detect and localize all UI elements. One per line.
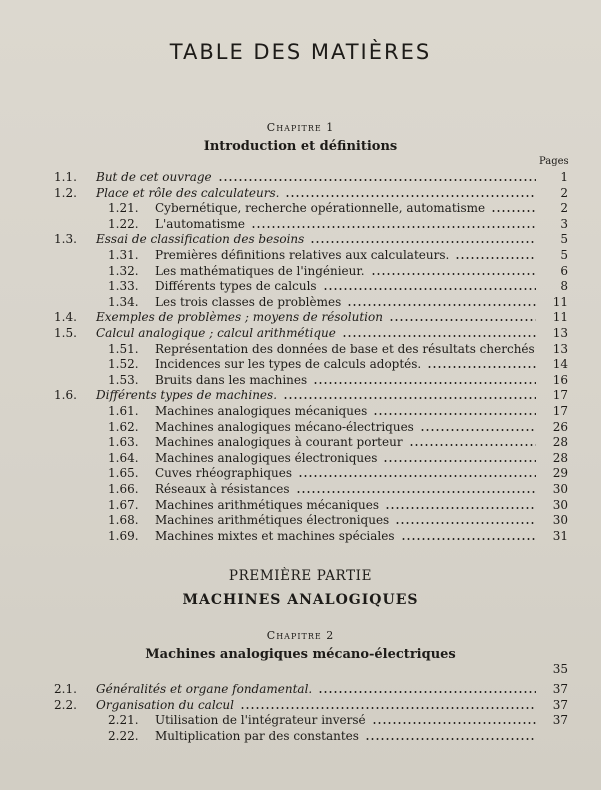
dot-leader <box>342 335 536 337</box>
dot-leader <box>420 429 536 431</box>
toc-entry-page: 3 <box>560 216 568 231</box>
part1-title: MACHINES ANALOGIQUES <box>182 592 419 608</box>
toc-entry <box>0 698 601 713</box>
toc-entry-title: Exemples de problèmes ; moyens de résolution <box>96 310 383 325</box>
chapter1-label: Chapitre 1 <box>266 121 335 134</box>
toc-entry <box>0 248 601 263</box>
dot-leader <box>455 257 536 259</box>
toc-entry-number: 1.65. <box>108 466 139 481</box>
dot-leader <box>365 738 536 740</box>
toc-entry <box>0 482 601 497</box>
toc-entry-page: 11 <box>552 310 568 325</box>
dot-leader <box>395 522 536 524</box>
dot-leader <box>373 413 536 415</box>
dot-leader <box>371 273 536 275</box>
toc-entry-page: 13 <box>552 326 568 340</box>
toc-entry-page: 14 <box>552 357 568 372</box>
toc-entry <box>0 186 601 201</box>
toc-entry-title: Incidences sur les types de calculs adoptés. <box>155 357 422 372</box>
toc-entry-page: 13 <box>552 341 568 356</box>
toc-entry <box>0 729 601 744</box>
dot-leader <box>310 241 536 243</box>
dot-leader <box>313 382 536 384</box>
toc-entry <box>0 713 601 728</box>
toc-entry-page: 30 <box>552 513 568 528</box>
toc-entry-page: 37 <box>552 697 568 712</box>
toc-entry-title: Représentation des données de base et des résultats cherchés <box>155 341 535 356</box>
toc-entry-page: 28 <box>552 450 568 465</box>
toc-entry-title: Organisation du calcul <box>96 697 234 712</box>
dot-leader <box>296 491 536 493</box>
dot-leader <box>318 691 536 693</box>
dot-leader <box>251 226 536 228</box>
toc-entry-page: 2 <box>560 185 568 200</box>
dot-leader <box>285 195 536 197</box>
toc-entry-number: 1.22. <box>108 216 139 231</box>
chapter2-label: Chapitre 2 <box>266 629 335 642</box>
toc-entry-page: 30 <box>552 482 568 496</box>
toc-entry-title: But de cet ouvrage <box>96 170 212 184</box>
toc-entry <box>0 466 601 481</box>
dot-leader <box>389 319 536 321</box>
toc-entry-page: 37 <box>552 713 568 728</box>
toc-entry-number: 1.69. <box>108 528 139 543</box>
dot-leader <box>385 507 536 509</box>
chapter2-title: Machines analogiques mécano-électriques <box>145 647 456 662</box>
toc-entry-page: 26 <box>552 419 568 434</box>
toc-entry <box>0 529 601 544</box>
toc-entry-page: 30 <box>552 497 568 512</box>
dot-leader <box>491 210 536 212</box>
dot-leader <box>409 444 536 446</box>
toc-entry-number: 1.21. <box>108 201 139 216</box>
toc-entry <box>0 310 601 325</box>
toc-entry-page: 6 <box>560 263 568 278</box>
toc-entry-title: Machines mixtes et machines spéciales <box>155 528 395 543</box>
toc-entry-number: 1.64. <box>108 450 139 465</box>
toc-entry-title: Les mathématiques de l'ingénieur. <box>155 263 365 278</box>
toc-entry-number: 1.62. <box>108 419 139 434</box>
toc-entry <box>0 513 601 528</box>
toc-entry-number: 1.34. <box>108 294 139 309</box>
toc-entry-title: Cybernétique, recherche opérationnelle, automatisme <box>155 201 486 216</box>
toc-entry <box>0 264 601 279</box>
toc-entry-page: 11 <box>552 294 568 309</box>
toc-entry <box>0 498 601 513</box>
toc-entry-number: 1.51. <box>108 341 139 356</box>
toc-entry-title: Calcul analogique ; calcul arithmétique <box>96 326 336 340</box>
toc-entry-title: Généralités et organe fondamental. <box>96 682 313 696</box>
toc-entry-title: Essai de classification des besoins <box>96 232 305 247</box>
toc-entry-page: 31 <box>552 528 568 543</box>
toc-entry <box>0 451 601 466</box>
dot-leader <box>240 707 536 709</box>
toc-entry-page: 16 <box>552 372 568 387</box>
toc-entry-title: Réseaux à résistances <box>155 482 290 496</box>
toc-entry-number: 1.67. <box>108 497 139 512</box>
toc-entry-title: Machines arithmétiques électroniques <box>155 513 390 528</box>
toc-entry-title: Bruits dans les machines <box>155 372 308 387</box>
toc-entry-number: 1.6. <box>54 388 77 403</box>
toc-entry-page: 8 <box>560 279 568 294</box>
chapter2-title-page: 35 <box>552 662 568 676</box>
toc-entry-number: 1.63. <box>108 435 139 450</box>
toc-entry-title: Multiplication par des constantes <box>155 728 359 743</box>
toc-entry-page: 1 <box>560 170 568 184</box>
dot-leader <box>347 304 536 306</box>
dot-leader <box>372 722 536 724</box>
toc-entry-number: 2.2. <box>54 697 77 712</box>
toc-entry-number: 1.53. <box>108 372 139 387</box>
toc-entry-page: 28 <box>552 435 568 450</box>
page-title: TABLE DES MATIÈRES <box>169 40 432 64</box>
dot-leader <box>283 397 536 399</box>
toc-entry <box>0 682 601 697</box>
toc-entry-page: 17 <box>552 404 568 418</box>
dot-leader <box>218 179 536 181</box>
toc-entry-title: Cuves rhéographiques <box>155 466 293 481</box>
toc-entry-number: 1.1. <box>54 170 77 184</box>
pages-column-header: Pages <box>539 156 569 167</box>
toc-entry-title: Utilisation de l'intégrateur inversé <box>155 713 366 728</box>
toc-entry <box>0 404 601 419</box>
toc-entry-title: L'automatisme <box>155 216 246 231</box>
toc-entry <box>0 373 601 388</box>
toc-entry-number: 1.66. <box>108 482 139 496</box>
toc-entry-number: 1.2. <box>54 185 77 200</box>
toc-entry-number: 1.33. <box>108 279 139 294</box>
toc-entry-title: Place et rôle des calculateurs. <box>96 185 280 200</box>
toc-entry <box>0 201 601 216</box>
toc-entry <box>0 326 601 341</box>
dot-leader <box>323 288 536 290</box>
toc-entry <box>0 388 601 403</box>
dot-leader <box>298 475 536 477</box>
toc-entry-number: 1.31. <box>108 248 139 262</box>
part1-label: PREMIÈRE PARTIE <box>228 568 373 584</box>
toc-entry <box>0 217 601 232</box>
toc-entry-title: Les trois classes de problèmes <box>155 294 342 309</box>
toc-entry-number: 1.5. <box>54 326 77 340</box>
toc-entry-number: 1.52. <box>108 357 139 372</box>
toc-entry-title: Machines arithmétiques mécaniques <box>155 497 380 512</box>
toc-entry-number: 1.61. <box>108 404 139 418</box>
toc-entry <box>0 232 601 247</box>
toc-entry <box>0 357 601 372</box>
toc-entry-title: Machines analogiques à courant porteur <box>155 435 403 450</box>
dot-leader <box>427 366 536 368</box>
toc-entry-title: Machines analogiques mécaniques <box>155 404 368 418</box>
toc-entry-page: 2 <box>560 201 568 216</box>
toc-entry <box>0 342 601 357</box>
toc-entry-title: Premières définitions relatives aux calculateurs. <box>155 248 450 262</box>
toc-entry-number: 2.22. <box>108 728 139 743</box>
toc-entry-page: 5 <box>560 232 568 247</box>
toc-entry <box>0 279 601 294</box>
toc-entry <box>0 170 601 185</box>
toc-entry <box>0 435 601 450</box>
toc-entry-number: 2.21. <box>108 713 139 728</box>
dot-leader <box>383 460 536 462</box>
toc-entry-page: 17 <box>552 388 568 403</box>
toc-entry-title: Machines analogiques mécano-électriques <box>155 419 414 434</box>
toc-entry-page: 29 <box>552 466 568 481</box>
toc-entry-number: 1.3. <box>54 232 77 247</box>
chapter2-title-row <box>0 662 601 677</box>
toc-entry-title: Machines analogiques électroniques <box>155 450 378 465</box>
toc-entry <box>0 295 601 310</box>
toc-entry-page: 37 <box>552 682 568 696</box>
toc-entry-number: 1.4. <box>54 310 77 325</box>
dot-leader <box>401 538 536 540</box>
toc-entry <box>0 420 601 435</box>
toc-entry-number: 2.1. <box>54 682 77 696</box>
toc-entry-number: 1.68. <box>108 513 139 528</box>
toc-entry-page: 5 <box>560 248 568 262</box>
toc-entry-number: 1.32. <box>108 263 139 278</box>
toc-entry-title: Différents types de machines. <box>96 388 278 403</box>
chapter1-title: Introduction et définitions <box>203 139 398 154</box>
toc-entry-title: Différents types de calculs <box>155 279 317 294</box>
